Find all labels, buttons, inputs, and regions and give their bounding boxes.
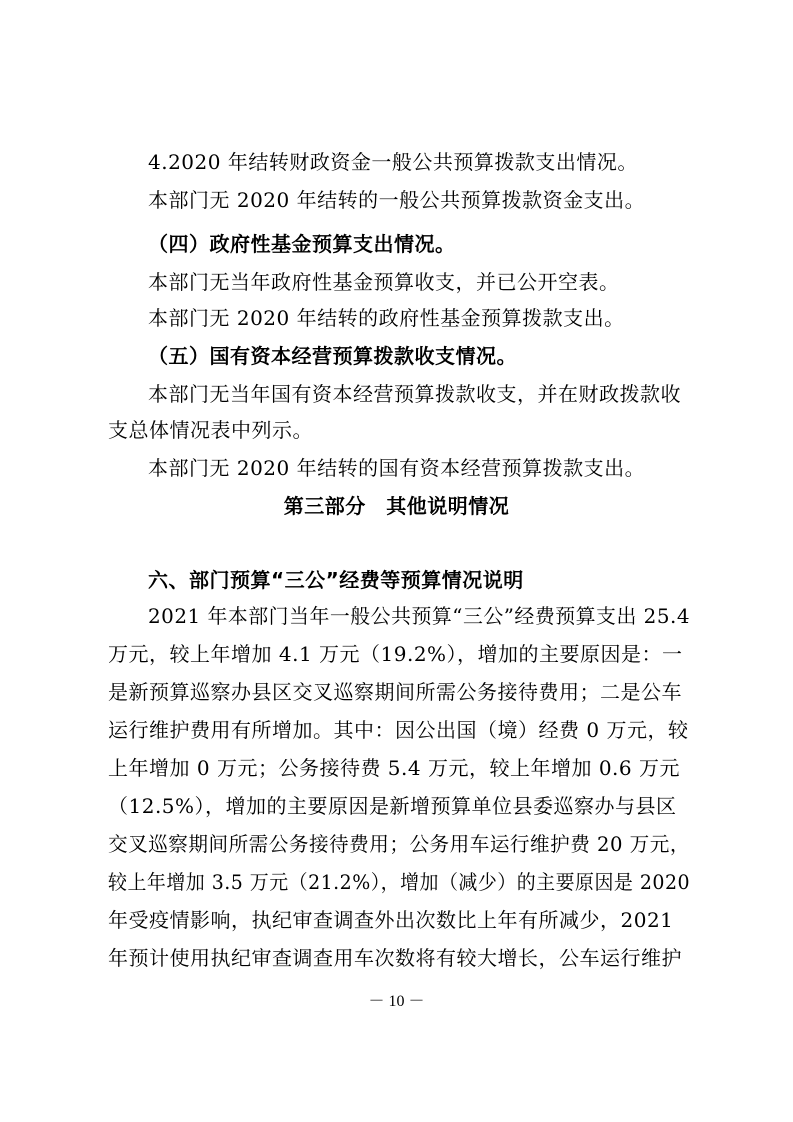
paragraph-three-public-line5: 上年增加 0 万元；公务接待费 5.4 万元，较上年增加 0.6 万元 xyxy=(108,756,680,780)
paragraph-three-public-line8: 较上年增加 3.5 万元（21.2%），增加（减少）的主要原因是 2020 xyxy=(108,870,691,894)
paragraph-three-public-line10: 年预计使用执纪审查调查用车次数将有较大增长，公车运行维护 xyxy=(108,946,682,970)
paragraph-gov-fund-current: 本部门无当年政府性基金预算收支，并已公开空表。 xyxy=(148,270,620,294)
paragraph-three-public-line9: 年受疫情影响，执纪审查调查外出次数比上年有所减少，2021 xyxy=(108,908,674,932)
paragraph-three-public-line3: 是新预算巡察办县区交叉巡察期间所需公务接待费用；二是公车 xyxy=(108,680,682,704)
section-heading-gov-fund: （四）政府性基金预算支出情况。 xyxy=(148,232,456,256)
section-heading-state-capital: （五）国有资本经营预算拨款收支情况。 xyxy=(148,344,517,368)
part-three-title: 第三部分 其他说明情况 xyxy=(283,494,510,518)
paragraph-state-capital-line2: 支总体情况表中列示。 xyxy=(108,418,313,442)
page-number: － 10 － xyxy=(368,993,425,1010)
paragraph-gov-fund-carryover: 本部门无 2020 年结转的政府性基金预算拨款支出。 xyxy=(148,306,625,330)
paragraph-2020-carryover-none: 本部门无 2020 年结转的一般公共预算拨款资金支出。 xyxy=(148,188,646,212)
paragraph-three-public-line4: 运行维护费用有所增加。其中：因公出国（境）经费 0 万元，较 xyxy=(108,718,689,742)
paragraph-three-public-line6: （12.5%），增加的主要原因是新增预算单位县委巡察办与县区 xyxy=(108,794,677,818)
paragraph-2020-carryover-heading: 4.2020 年结转财政资金一般公共预算拨款支出情况。 xyxy=(148,150,638,174)
paragraph-state-capital-carryover: 本部门无 2020 年结转的国有资本经营预算拨款支出。 xyxy=(148,456,646,480)
paragraph-three-public-line1: 2021 年本部门当年一般公共预算“三公”经费预算支出 25.4 xyxy=(148,604,690,628)
paragraph-three-public-line7: 交叉巡察期间所需公务接待费用；公务用车运行维护费 20 万元， xyxy=(108,832,690,856)
paragraph-state-capital-line1: 本部门无当年国有资本经营预算拨款收支，并在财政拨款收 xyxy=(148,382,681,406)
section-six-title: 六、部门预算“三公”经费等预算情况说明 xyxy=(148,568,524,592)
paragraph-three-public-line2: 万元，较上年增加 4.1 万元（19.2%），增加的主要原因是：一 xyxy=(108,642,683,666)
